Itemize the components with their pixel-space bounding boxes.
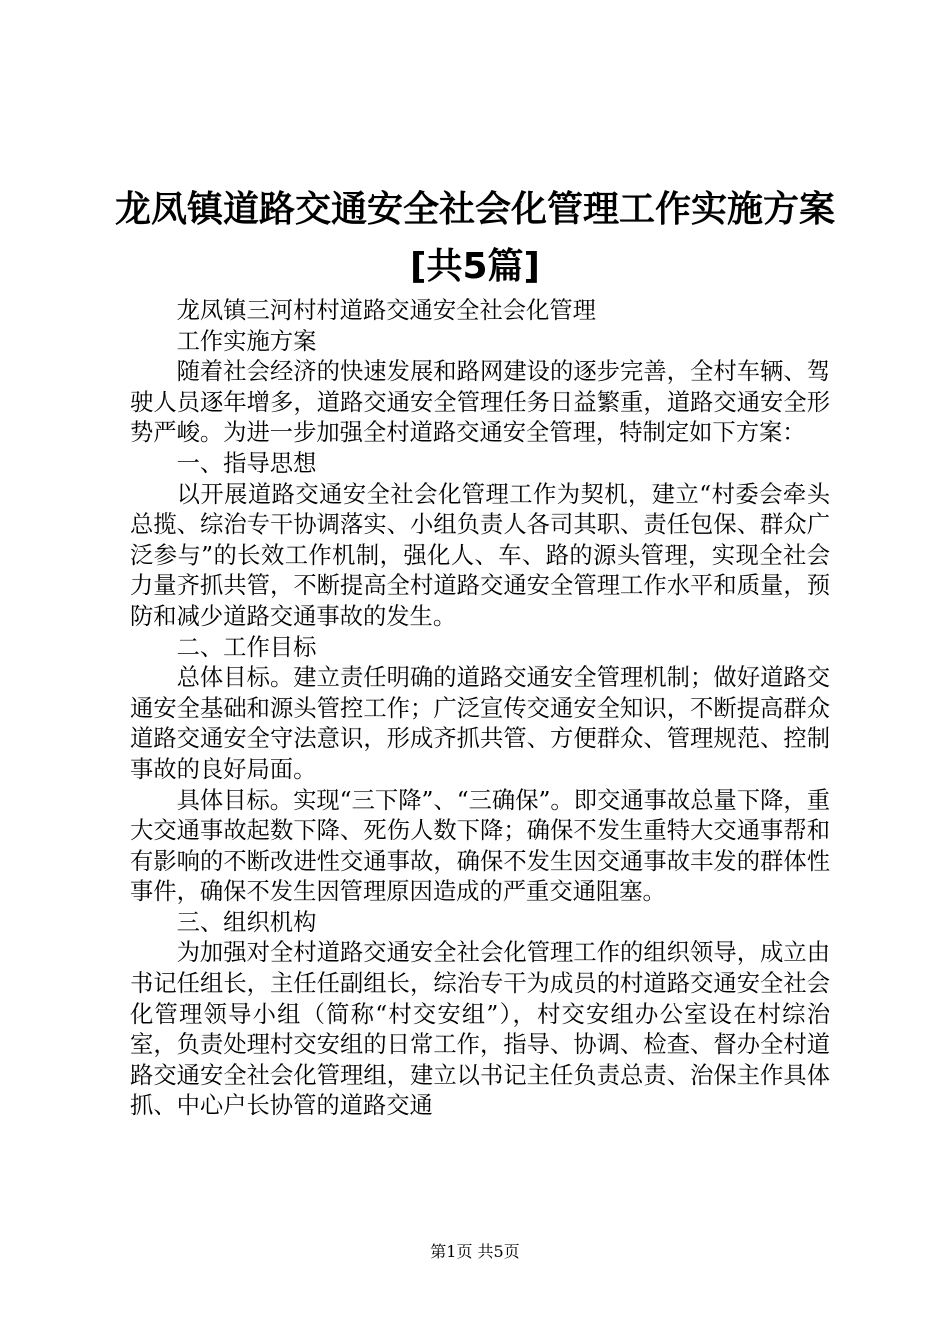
body-paragraph: 总体目标。建立责任明确的道路交通安全管理机制；做好道路交通安全基础和源头管控工作；广泛宣传交通安全知识，不断提高群众道路交通安全守法意识，形成齐抓共管、方便群众、管理规范、控制事故的良好局面。	[130, 664, 830, 783]
body-paragraph: 具体目标。实现“三下降”、“三确保”。即交通事故总量下降，重大交通事故起数下降、死伤人数下降；确保不发生重特大交通事帮和有影响的不断改进性交通事故，确保不发生因交通事故丰发的群体性事件，确保不发生因管理原因造成的严重交通阻塞。	[130, 786, 830, 906]
body-paragraph: 随着社会经济的快速发展和路网建设的逐步完善，全村车辆、驾驶人员逐年增多，道路交通安全管理任务日益繁重，道路交通安全形势严峻。为进一步加强全村道路交通安全管理，特制定如下方案：	[130, 358, 830, 447]
section-heading: 三、组织机构	[176, 908, 317, 936]
body-paragraph: 以开展道路交通安全社会化管理工作为契机，建立“村委会牵头总揽、综治专干协调落实、小组负责人各司其职、责任包保、群众广泛参与”的长效工作机制，强化人、车、路的源头管理，实现全社会力量齐抓共管，不断提高全村道路交通安全管理工作水平和质量，预防和减少道路交通事故的发生。	[130, 480, 830, 630]
document-body	[130, 296, 830, 1122]
section-heading: 一、指导思想	[176, 449, 317, 477]
document-title: 龙凤镇道路交通安全社会化管理工作实施方案	[114, 189, 835, 230]
body-paragraph: 工作实施方案	[176, 327, 317, 355]
document-subtitle: [共5篇]	[410, 246, 540, 287]
body-paragraph: 龙凤镇三河村村道路交通安全社会化管理	[176, 297, 596, 324]
body-paragraph: 为加强对全村道路交通安全社会化管理工作的组织领导，成立由书记任组长，主任任副组长，综治专干为成员的村道路交通安全社会化管理领导小组（简称“村交安组”），村交安组办公室设在村综治室，负责处理村交安组的日常工作，指导、协调、检查、督办全村道路交通安全社会化管理组，建立以书记主任负责总责、治保主作具体抓、中心户长协管的道路交通	[130, 939, 830, 1120]
section-heading: 二、工作目标	[176, 633, 317, 661]
page-footer: 第1页 共5页	[430, 1242, 520, 1261]
